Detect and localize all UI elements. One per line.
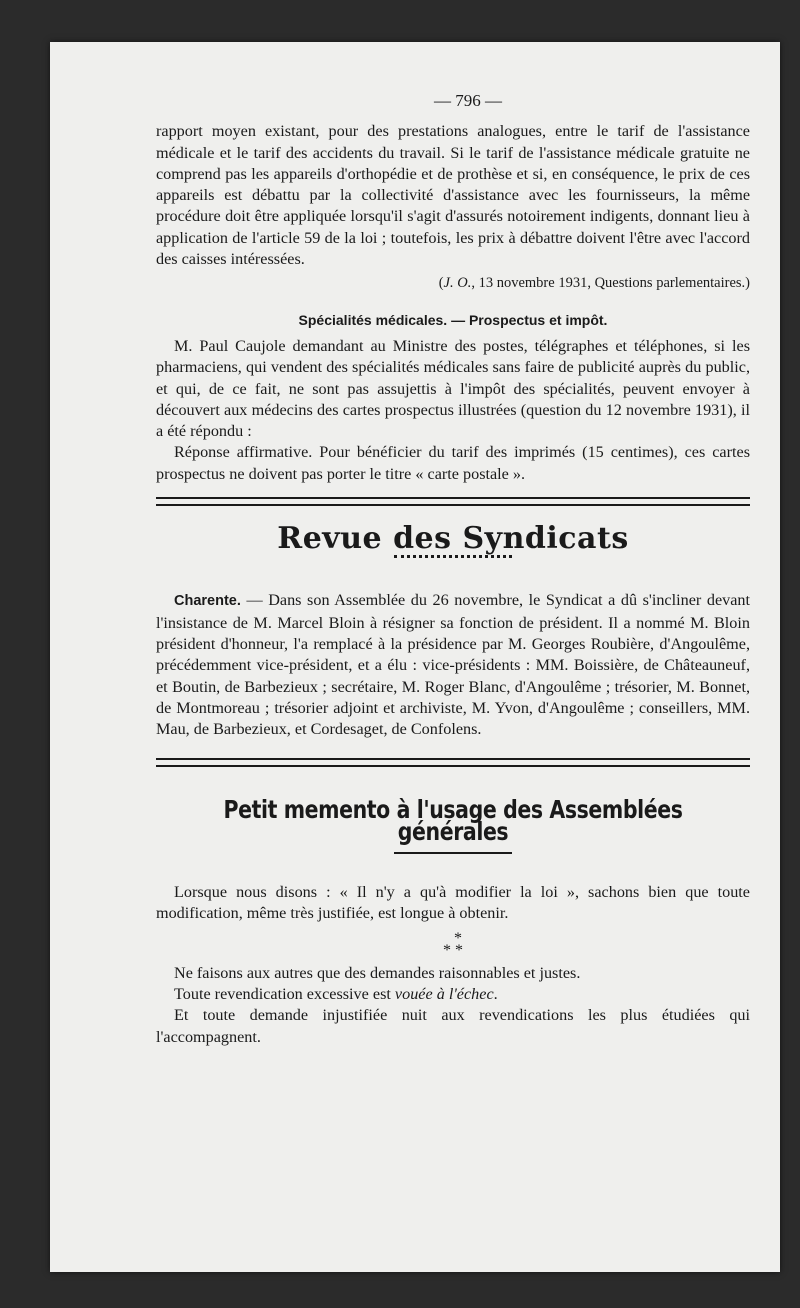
intro-paragraph: rapport moyen existant, pour des prestations analogues, entre le tarif de l'assistance médicale et le tarif des accidents du travail. Si le tarif de l'assistance médicale gratuite ne comprend pas les appareils d'orthopédie et de prothèse et si, en conséquence, le prix de ces appareils est débattu par la collectivité d'assistance avec les fournisseurs, la même procédure doit être appliquée lorsqu'il s'agit d'assurés notoirement indigents, donnant lieu à application de l'article 59 de la loi ; toutefois, les prix à débattre doivent l'être avec l'accord des caisses intéressées. — [156, 122, 750, 269]
specialites-paragraph-1: M. Paul Caujole demandant au Ministre des postes, télégraphes et téléphones, si les pharmaciens, qui vendent des spécialités médicales sans faire de publicité auprès du public, et qui, de ce fait, ne sont pas assujettis à l'impôt des spécialités, peuvent envoyer à découvert aux médecins des cartes prospectus illustrées (question du 12 novembre 1931), il a été répondu : — [156, 336, 750, 441]
page-content — [156, 90, 750, 1048]
memento-line-3: Et toute demande injustifiée nuit aux revendications les plus étudiées qui l'accompagnent. — [156, 1006, 750, 1046]
memento-line-2 — [156, 984, 750, 1005]
revue-title: Revue des Syndicats — [277, 521, 629, 557]
memento-title-rule — [394, 852, 512, 854]
section-divider-2 — [156, 758, 750, 767]
source-rest: , 13 novembre 1931, Questions parlementaires.) — [471, 275, 750, 292]
revue-lead: Charente. — [174, 593, 241, 610]
memento-line-2-emph: vouée à l'échec — [394, 984, 494, 1003]
specialites-paragraph-2: Réponse affirmative. Pour bénéficier du tarif des imprimés (15 centimes), ces cartes prospectus ne doivent pas porter le titre « carte postale ». — [156, 443, 750, 483]
memento-line-1: Ne faisons aux autres que des demandes raisonnables et justes. — [174, 963, 581, 982]
title-ornament — [394, 555, 512, 562]
source-citation — [156, 273, 750, 294]
memento-line-2-start: Toute revendication excessive est — [174, 984, 395, 1003]
asterism-bottom: * * — [443, 941, 463, 959]
specialites-heading: Spécialités médicales. — Prospectus et impôt. — [298, 311, 608, 328]
revue-paragraph — [156, 590, 750, 740]
asterism — [156, 929, 750, 959]
scanned-page — [50, 42, 780, 1272]
memento-title: Petit memento à l'usage des Assemblées générales — [223, 795, 683, 846]
revue-text: — Dans son Assemblée du 26 novembre, le Syndicat a dû s'incliner devant l'insistance de M. Marcel Bloin à résigner sa fonction de président. Il a nommé M. Bloin président d'honneur, l'a remplacé à la présidence par M. Georges Roubière, d'Angoulême, précédemment vice-président, et a élu : vice-présidents : MM. Boissière, de Châteauneuf, et Boutin, de Barbezieux ; secrétaire, M. Roger Blanc, d'Angoulême ; trésorier, M. Bonnet, de Montmoreau ; trésorier adjoint et archiviste, M. Yvon, d'Angoulême ; conseillers, MM. Mau, de Barbezieux, et Cordesaget, de Confolens. — [156, 591, 750, 739]
source-open: ( — [438, 275, 444, 292]
memento-paragraph-1: Lorsque nous disons : « Il n'y a qu'à modifier la loi », sachons bien que toute modification, même très justifiée, est longue à obtenir. — [156, 883, 750, 923]
source-journal: J. O. — [443, 275, 472, 292]
memento-line-2-end: . — [493, 984, 498, 1003]
asterism-top: * — [454, 929, 462, 947]
section-divider — [156, 497, 750, 506]
page-number: — 796 — — [434, 91, 502, 110]
